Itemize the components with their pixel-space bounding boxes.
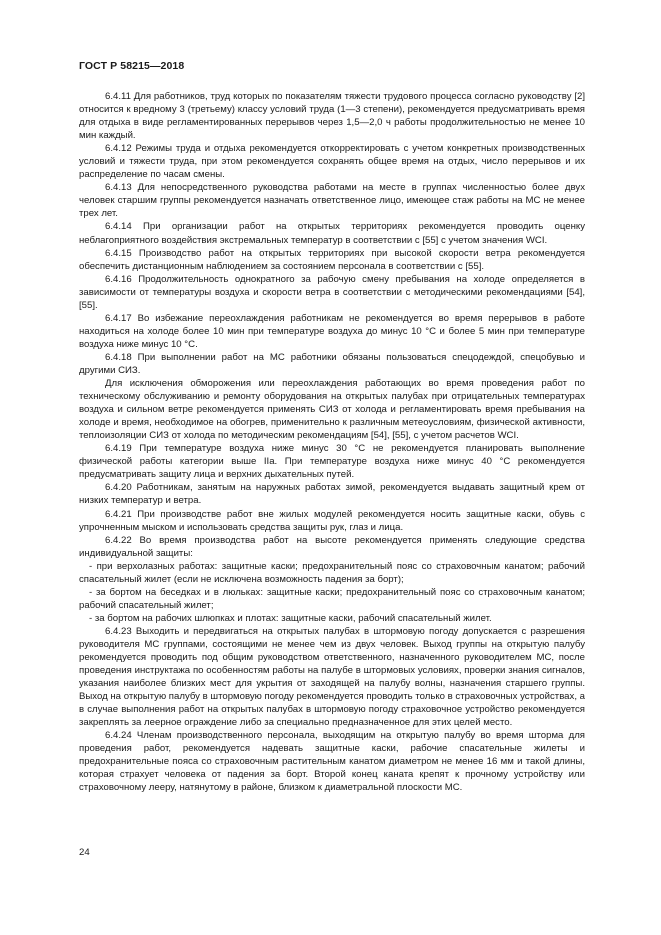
list-item-overboard-boats: - за бортом на рабочих шлюпках и плотах: защитные каски, рабочий спасательный жилет. <box>89 612 492 624</box>
paragraph-6-4-21: 6.4.21 При производстве работ вне жилых модулей рекомендуется носить защитные каски, обувь с упрочненным мыском и использовать средства защиты рук, глаз и лица. <box>79 508 585 533</box>
list-item-high-altitude: - при верхолазных работах: защитные каски; предохранительный пояс со страховочным канатом; рабочий спасательный жилет (если не исключена возможность падения за борт); <box>79 560 585 585</box>
list-item-overboard-cradles: - за бортом на беседках и в люльках: защитные каски; предохранительный пояс со страховочным канатом; рабочий спасательный жилет; <box>79 586 585 611</box>
paragraph-6-4-11: 6.4.11 Для работников, труд которых по показателям тяжести трудового процесса согласно руководству [2] относится к вредному 3 (третьему) классу условий труда (1—3 степени), рекомендуется предусматривать время для отдыха в виде регламентированных перерывов через 1,5—2,0 ч работы продолжительностью не менее 10 мин каждый. <box>79 91 585 142</box>
document-body <box>79 90 585 795</box>
paragraph-6-4-18: 6.4.18 При выполнении работ на МС работники обязаны пользоваться спецодеждой, спецобувью и другими СИЗ. <box>79 351 585 376</box>
paragraph-6-4-14: 6.4.14 При организации работ на открытых территориях рекомендуется проводить оценку неблагоприятного воздействия экстремальных температур в соответствии с [55] с учетом значения WCI. <box>79 221 585 246</box>
document-header: ГОСТ Р 58215—2018 <box>79 60 185 72</box>
paragraph-6-4-23: 6.4.23 Выходить и передвигаться на открытых палубах в штормовую погоду допускается с разрешения руководителя МС группами, состоящими не менее чем из двух человек. Выход группы на открытую палубу рекомендуется проводить под общим руководством ответственного, назначенного руководителем МС, после проведения инструктажа по особенностям работы на палубе в штормовых условиях, проверки знания сигналов, указания наиболее близких мест для укрытия от заходящей на палубу волны, назначения старшего группы. Выход на открытую палубу в штормовую погоду рекомендуется проводить только в страховочных устройствах, а в случае выполнения работ на открытых палубах в штормовую погоду страховочное устройство рекомендуется закреплять за леерное ограждение либо за специально предназначенное для этих целей место. <box>79 625 585 729</box>
paragraph-6-4-20: 6.4.20 Работникам, занятым на наружных работах зимой, рекомендуется выдавать защитный крем от низких температур и ветра. <box>79 482 585 507</box>
paragraph-6-4-15: 6.4.15 Производство работ на открытых территориях при высокой скорости ветра рекомендуется обеспечить дистанционным наблюдением за состоянием персонала в соответствии с [55]. <box>79 247 585 272</box>
paragraph-6-4-13: 6.4.13 Для непосредственного руководства работами на месте в группах численностью более двух человек старшим группы рекомендуется назначать ответственное лицо, имеющее стаж работы на МС не менее трех лет. <box>79 182 585 220</box>
paragraph-cold-protection: Для исключения обморожения или переохлаждения работающих во время проведения работ по техническому обслуживанию и ремонту оборудования на открытых палубах при отрицательных температурах воздуха и сильном ветре рекомендуется применять СИЗ от холода и регламентировать время пребывания на холоде и время, необходимое на обогрев, применительно к различным метеоусловиям, физической активности, теплоизоляции СИЗ от холода по методическим рекомендациям [54], [55], с учетом расчетов WCI. <box>79 378 585 442</box>
paragraph-6-4-16: 6.4.16 Продолжительность однократного за рабочую смену пребывания на холоде определяется в зависимости от температуры воздуха и скорости ветра в соответствии с методическими рекомендациями [54], [55]. <box>79 273 585 311</box>
paragraph-6-4-19: 6.4.19 При температуре воздуха ниже минус 30 °С не рекомендуется планировать выполнение физической работы категории выше IIа. При температуре воздуха ниже минус 40 °С рекомендуется предусматривать защиту лица и верхних дыхательных путей. <box>79 443 585 481</box>
page-number: 24 <box>79 847 90 858</box>
paragraph-6-4-24: 6.4.24 Членам производственного персонала, выходящим на открытую палубу во время шторма для проведения работ, рекомендуется надевать защитные каски, рабочие спасательные жилеты и предохранительные пояса со страховочным растительным канатом диаметром не менее 16 мм и такой длины, которая страхует человека от падения за борт. Второй конец каната крепят к прочному устройству или страховочному лееру, натянутому в районе, близком к диаметральной плоскости МС. <box>79 730 585 794</box>
paragraph-6-4-17: 6.4.17 Во избежание переохлаждения работникам не рекомендуется во время перерывов в работе находиться на холоде более 10 мин при температуре воздуха до минус 10 °С и более 5 мин при температуре воздуха ниже минус 10 °С. <box>79 312 585 350</box>
paragraph-6-4-22: 6.4.22 Во время производства работ на высоте рекомендуется применять следующие средства индивидуальной защиты: <box>79 534 585 559</box>
paragraph-6-4-12: 6.4.12 Режимы труда и отдыха рекомендуется откорректировать с учетом конкретных производственных условий и тяжести труда, при этом рекомендуется сохранять общее время на отдых, число перерывов и их распределение по часам смены. <box>79 143 585 181</box>
